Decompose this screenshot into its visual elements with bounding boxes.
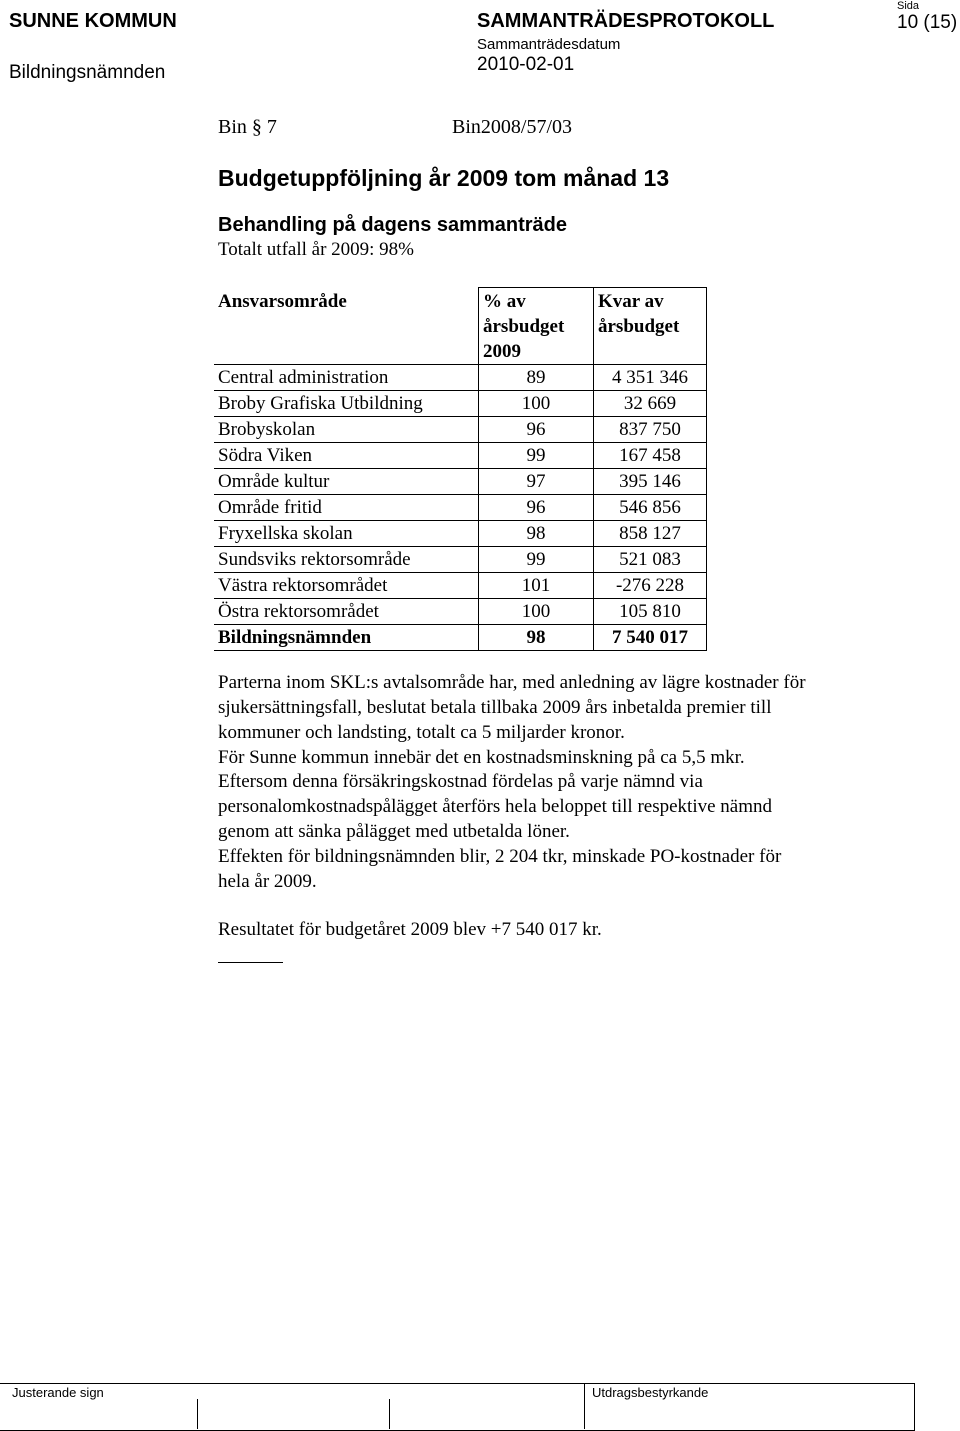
cell-percent: 100 <box>479 391 594 417</box>
header-ansvarsomrade: Ansvarsområde <box>218 290 347 312</box>
page-title: Budgetuppföljning år 2009 tom månad 13 <box>218 165 670 191</box>
department-name: Bildningsnämnden <box>9 62 166 83</box>
body-line: Eftersom denna försäkringskostnad fördelas på varje nämnd via <box>218 771 703 792</box>
body-line: hela år 2009. <box>218 871 317 892</box>
cell-area: Sundsviks rektorsområde <box>214 547 479 573</box>
table-row <box>214 443 707 469</box>
cell-remaining: 837 750 <box>594 417 707 443</box>
table-row <box>214 495 707 521</box>
cell-remaining: 32 669 <box>594 391 707 417</box>
header-percent <box>479 288 594 365</box>
signature-divider <box>389 1399 390 1429</box>
budget-table <box>214 287 707 651</box>
justerande-sign-label: Justerande sign <box>12 1385 104 1400</box>
cell-percent: 99 <box>479 547 594 573</box>
cell-percent: 96 <box>479 495 594 521</box>
page-label: Sida <box>897 0 920 12</box>
body-line: sjukersättningsfall, beslutat betala tillbaka 2009 års inbetalda premier till <box>218 697 772 718</box>
body-line: kommuner och landsting, totalt ca 5 miljarder kronor. <box>218 722 625 743</box>
cell-remaining: 395 146 <box>594 469 707 495</box>
cell-remaining: 4 351 346 <box>594 365 707 391</box>
signature-divider <box>584 1383 585 1429</box>
table-row <box>214 573 707 599</box>
signature-footer <box>0 1383 915 1431</box>
cell-remaining: 105 810 <box>594 599 707 625</box>
result-line: Resultatet för budgetåret 2009 blev +7 540 017 kr. <box>218 919 602 940</box>
cell-area: Södra Viken <box>214 443 479 469</box>
end-rule <box>218 962 283 963</box>
header-percent-line: % av <box>483 291 526 312</box>
meeting-date: 2010-02-01 <box>477 54 575 75</box>
body-line: personalomkostnadspålägget återförs hela beloppet till respektive nämnd <box>218 796 772 817</box>
header-remaining-line: Kvar av <box>598 291 664 312</box>
body-line: Effekten för bildningsnämnden blir, 2 204 tkr, minskade PO-kostnader för <box>218 846 782 867</box>
table-total-row <box>214 625 707 651</box>
cell-percent: 89 <box>479 365 594 391</box>
date-label: Sammanträdesdatum <box>477 36 621 53</box>
total-percent: 98 <box>479 625 594 651</box>
header-remaining-line: årsbudget <box>598 316 680 337</box>
table-row <box>214 469 707 495</box>
case-reference: Bin2008/57/03 <box>452 116 573 138</box>
cell-remaining: 546 856 <box>594 495 707 521</box>
total-remaining: 7 540 017 <box>594 625 707 651</box>
body-line: För Sunne kommun innebär det en kostnadsminskning på ca 5,5 mkr. <box>218 747 745 768</box>
cell-percent: 96 <box>479 417 594 443</box>
cell-area: Broby Grafiska Utbildning <box>214 391 479 417</box>
table-row <box>214 391 707 417</box>
cell-remaining: 521 083 <box>594 547 707 573</box>
body-line: Parterna inom SKL:s avtalsområde har, med anledning av lägre kostnader för <box>218 672 806 693</box>
cell-percent: 97 <box>479 469 594 495</box>
table-row <box>214 599 707 625</box>
cell-percent: 101 <box>479 573 594 599</box>
cell-remaining: 167 458 <box>594 443 707 469</box>
document-type: SAMMANTRÄDESPROTOKOLL <box>477 10 775 32</box>
page-number: 10 (15) <box>897 12 958 33</box>
cell-percent: 99 <box>479 443 594 469</box>
table-row <box>214 417 707 443</box>
utdragsbestyrkande-label: Utdragsbestyrkande <box>592 1385 709 1400</box>
cell-area: Central administration <box>214 365 479 391</box>
table-row <box>214 547 707 573</box>
cell-percent: 98 <box>479 521 594 547</box>
header-remaining <box>594 288 707 365</box>
cell-area: Brobyskolan <box>214 417 479 443</box>
table-row <box>214 365 707 391</box>
total-outcome: Totalt utfall år 2009: 98% <box>218 239 415 260</box>
table-row <box>214 521 707 547</box>
cell-area: Område fritid <box>214 495 479 521</box>
table-header-row <box>214 288 707 365</box>
cell-area: Område kultur <box>214 469 479 495</box>
cell-percent: 100 <box>479 599 594 625</box>
signature-divider <box>197 1399 198 1429</box>
case-number: Bin § 7 <box>218 116 277 138</box>
section-subtitle: Behandling på dagens sammanträde <box>218 214 567 236</box>
cell-area: Fryxellska skolan <box>214 521 479 547</box>
organization-name: SUNNE KOMMUN <box>9 10 177 32</box>
header-percent-line: årsbudget <box>483 316 565 337</box>
total-area: Bildningsnämnden <box>214 625 479 651</box>
body-line: genom att sänka pålägget med utbetalda löner. <box>218 821 570 842</box>
header-percent-line: 2009 <box>483 341 521 362</box>
cell-area: Västra rektorsområdet <box>214 573 479 599</box>
cell-remaining: -276 228 <box>594 573 707 599</box>
cell-area: Östra rektorsområdet <box>214 599 479 625</box>
cell-remaining: 858 127 <box>594 521 707 547</box>
